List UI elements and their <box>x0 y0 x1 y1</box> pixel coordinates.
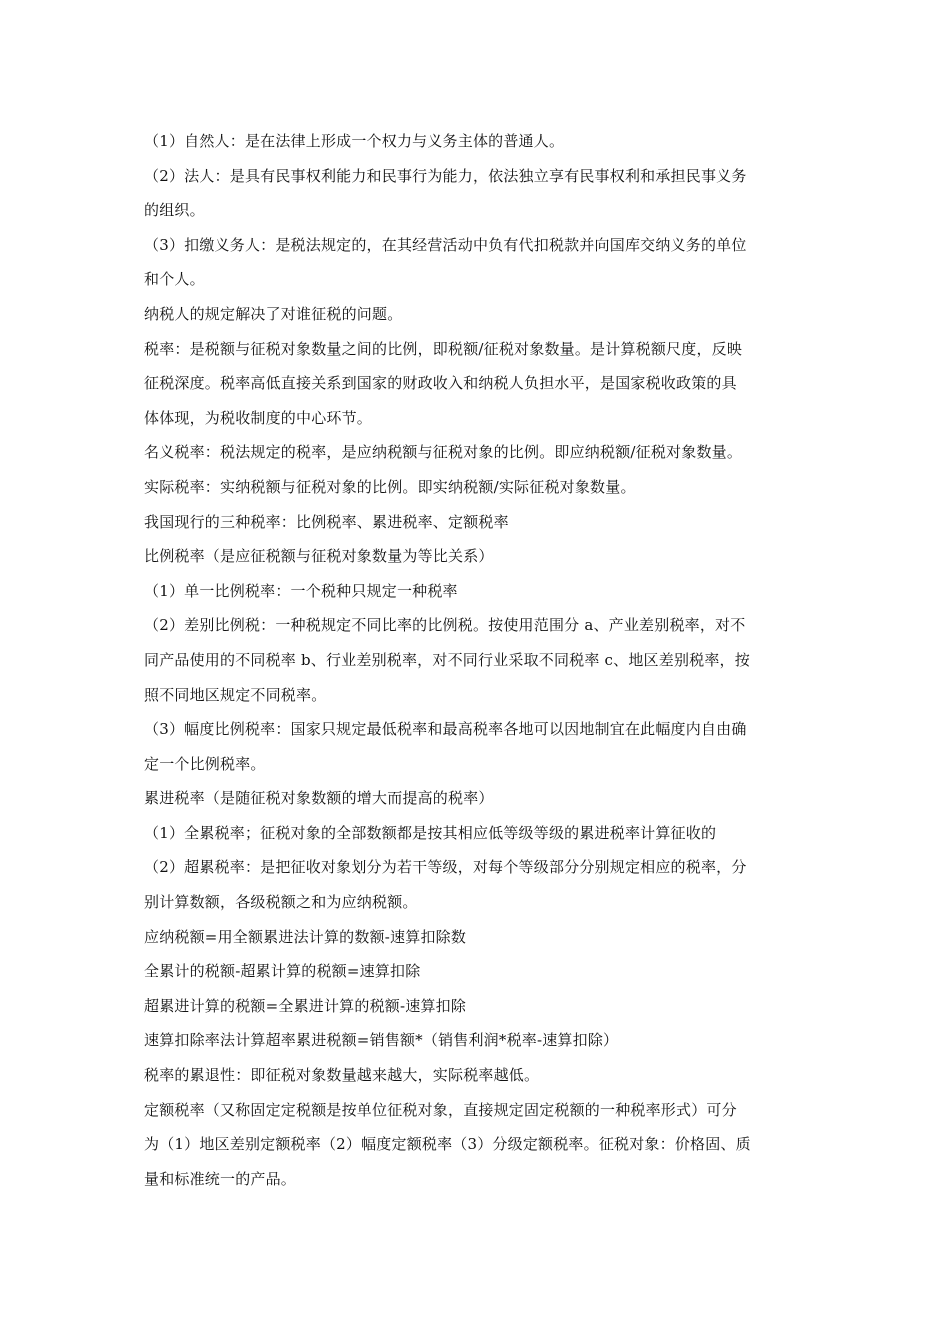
text-line: 比例税率（是应征税额与征税对象数量为等比关系） <box>144 547 494 566</box>
text-line: （3）扣缴义务人：是税法规定的，在其经营活动中负有代扣税款并向国库交纳义务的单位 <box>144 235 747 254</box>
text-line: 的组织。 <box>144 201 205 220</box>
text-line: 累进税率（是随征税对象数额的增大而提高的税率） <box>144 789 494 808</box>
text-line: （2）超累税率：是把征收对象划分为若干等级，对每个等级部分分别规定相应的税率，分 <box>144 858 747 877</box>
text-line: 量和标准统一的产品。 <box>144 1169 297 1188</box>
text-line: 照不同地区规定不同税率。 <box>144 685 327 704</box>
text-line: 征税深度。税率高低直接关系到国家的财政收入和纳税人负担水平，是国家税收政策的具 <box>144 374 737 393</box>
text-line: （2）差别比例税：一种税规定不同比率的比例税。按使用范围分 a、产业差别税率，对不 <box>144 616 746 635</box>
text-line: 体体现，为税收制度的中心环节。 <box>144 408 373 427</box>
text-line: （2）法人：是具有民事权利能力和民事行为能力，依法独立享有民事权利和承担民事义务 <box>144 166 747 185</box>
text-line: 别计算数额，各级税额之和为应纳税额。 <box>144 893 418 912</box>
text-line: 纳税人的规定解决了对谁征税的问题。 <box>144 304 403 323</box>
text-line: 定一个比例税率。 <box>144 754 266 773</box>
text-line: （1）全累税率；征税对象的全部数额都是按其相应低等级等级的累进税率计算征收的 <box>144 823 717 842</box>
text-line: 名义税率：税法规定的税率，是应纳税额与征税对象的比例。即应纳税额/征税对象数量。 <box>144 443 743 462</box>
text-line: 我国现行的三种税率：比例税率、累进税率、定额税率 <box>144 512 509 531</box>
text-line: 和个人。 <box>144 270 205 289</box>
text-line: 税率：是税额与征税对象数量之间的比例，即税额/征税对象数量。是计算税额尺度，反映 <box>144 339 743 358</box>
text-line: 速算扣除率法计算超率累进税额=销售额*（销售利润*税率-速算扣除） <box>144 1031 619 1050</box>
text-line: （3）幅度比例税率：国家只规定最低税率和最高税率各地可以因地制宜在此幅度内自由确 <box>144 720 747 739</box>
text-line: 税率的累退性：即征税对象数量越来越大，实际税率越低。 <box>144 1066 540 1085</box>
text-line: 同产品使用的不同税率 b、行业差别税率，对不同行业采取不同税率 c、地区差别税率，按 <box>144 650 750 669</box>
text-line: 全累计的税额-超累计算的税额=速算扣除 <box>144 962 421 981</box>
text-line: 实际税率：实纳税额与征税对象的比例。即实纳税额/实际征税对象数量。 <box>144 477 636 496</box>
text-line: （1）单一比例税率：一个税种只规定一种税率 <box>144 581 458 600</box>
text-line: 超累进计算的税额=全累进计算的税额-速算扣除 <box>144 996 467 1015</box>
text-line: （1）自然人：是在法律上形成一个权力与义务主体的普通人。 <box>144 132 565 150</box>
text-line: 为（1）地区差别定额税率（2）幅度定额税率（3）分级定额税率。征税对象：价格固、质 <box>144 1135 751 1154</box>
text-line: 定额税率（又称固定定税额是按单位征税对象，直接规定固定税额的一种税率形式）可分 <box>144 1100 737 1119</box>
text-line: 应纳税额=用全额累进法计算的数额-速算扣除数 <box>144 927 467 946</box>
document-body <box>144 124 810 1196</box>
